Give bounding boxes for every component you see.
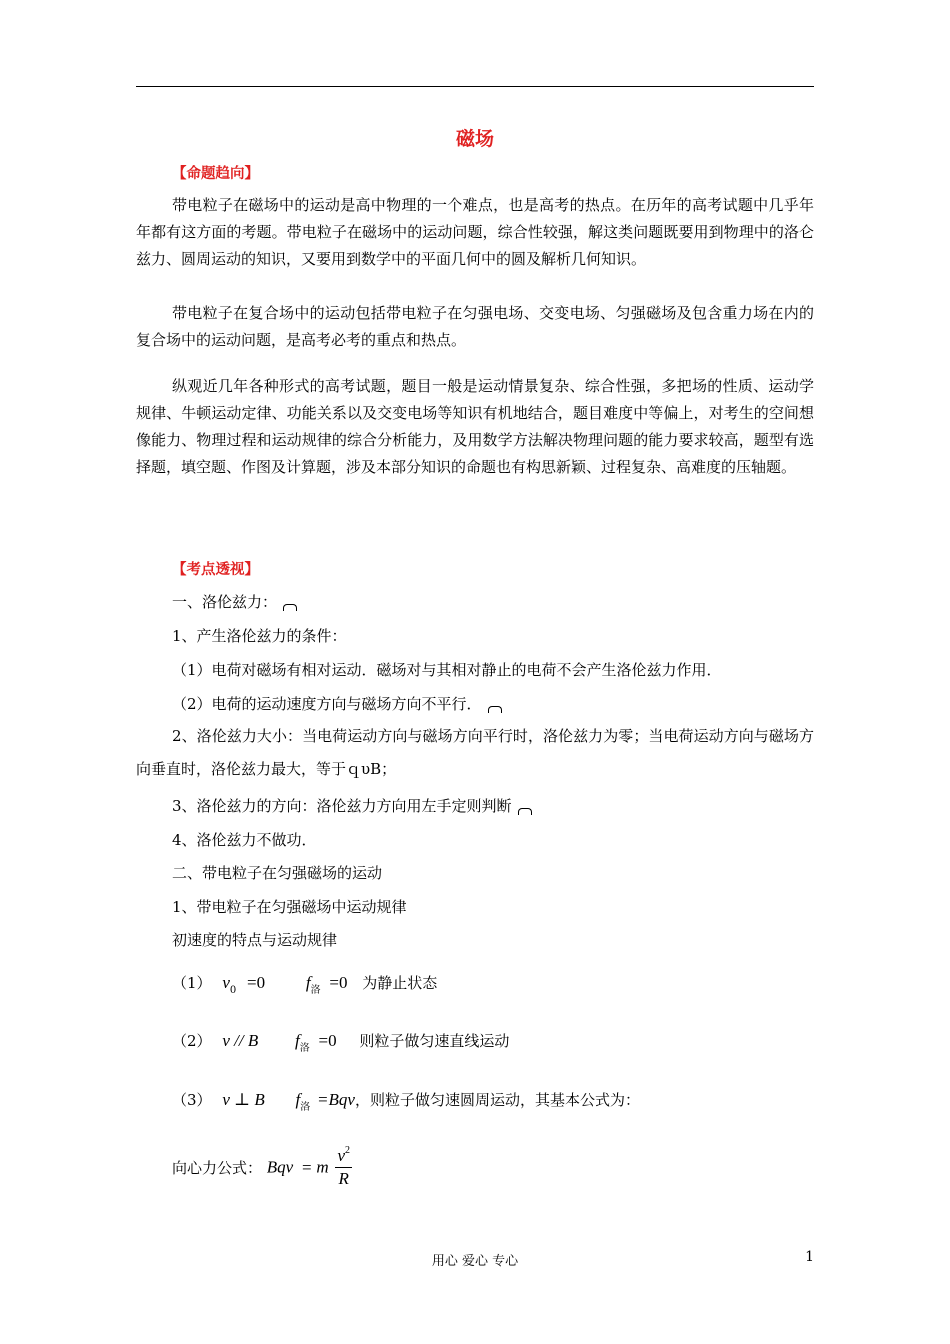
case-desc: ，则粒子做匀速圆周运动，其基本公式为： [354, 1091, 640, 1109]
line-uniform-field-motion: 二、带电粒子在匀强磁场的运动 [172, 864, 383, 882]
fraction-numerator [335, 1146, 352, 1168]
case-force: f [295, 1090, 301, 1109]
case-cond-var: v // B [222, 1031, 259, 1050]
numerator-power: 2 [345, 1145, 350, 1156]
section-heading-key-points: 【考点透视】 [172, 562, 259, 578]
case-desc: 则粒子做匀速直线运动 [359, 1032, 510, 1050]
line-condition-1: （1）电荷对磁场有相对运动．磁场对与其相对静止的电荷不会产生洛伦兹力作用． [172, 661, 722, 679]
formula-label: 向心力公式： [172, 1159, 263, 1177]
page-title: 磁场 [455, 128, 494, 150]
line-magnitude: 2、洛伦兹力大小：当电荷运动方向与磁场方向平行时，洛伦兹力为零；当电荷运动方向与磁场方向垂直时，洛伦兹力最大，等于ｑυB； [136, 727, 814, 778]
case-row-3 [172, 1089, 640, 1113]
case-force-rel: =0 [329, 973, 348, 992]
case-cond-var: v [222, 973, 230, 992]
page-number: 1 [805, 1249, 814, 1265]
case-row-1 [172, 972, 438, 996]
formula-eq: = [302, 1157, 312, 1177]
edit-mark-icon [283, 604, 297, 611]
case-cond-var: v ⊥ B [222, 1090, 265, 1109]
case-label: （3） [172, 1091, 212, 1109]
line-no-work: 4、洛伦兹力不做功． [172, 831, 317, 849]
formula-fraction [335, 1146, 352, 1189]
centripetal-formula [172, 1146, 352, 1189]
case-label: （1） [172, 974, 212, 992]
formula-lhs: Bqv [266, 1157, 294, 1177]
case-force: f [295, 1031, 300, 1050]
case-force: f [305, 973, 311, 992]
edit-mark-icon [518, 808, 532, 815]
formula-coef: m [316, 1157, 329, 1177]
case-cond-rel: =0 [247, 973, 266, 992]
case-force-rel: =Bqv [317, 1090, 355, 1109]
line-text: （2）电荷的运动速度方向与磁场方向不平行． [172, 695, 482, 713]
line-initial-velocity: 初速度的特点与运动规律 [172, 931, 338, 949]
line-condition: 1、产生洛伦兹力的条件： [172, 627, 347, 645]
case-force-sub: 洛 [300, 1102, 311, 1113]
case-force-sub: 洛 [310, 985, 321, 996]
case-force-rel: =0 [318, 1031, 337, 1050]
case-force-sub: 洛 [299, 1043, 310, 1054]
section-heading-trend: 【命题趋向】 [172, 166, 259, 182]
edit-mark-icon [488, 706, 502, 713]
line-motion-law: 1、带电粒子在匀强磁场中运动规律 [172, 898, 407, 916]
paragraph-1: 带电粒子在磁场中的运动是高中物理的一个难点，也是高考的热点。在历年的高考试题中几乎年年都有这方面的考题。带电粒子在磁场中的运动问题，综合性较强，解这类问题既要用到物理中的洛仑兹力、圆周运动的知识，又要用到数学中的平面几何中的圆及解析几何知识。 [136, 196, 814, 268]
line-lorentz-force [172, 591, 297, 612]
line-text: 3、洛伦兹力的方向：洛伦兹力方向用左手定则判断 [172, 797, 512, 815]
header-rule [136, 86, 814, 87]
case-cond-sub: 0 [229, 985, 237, 996]
line-condition-2 [172, 693, 502, 714]
paragraph-2: 带电粒子在复合场中的运动包括带电粒子在匀强电场、交变电场、匀强磁场及包含重力场在内的复合场中的运动问题，是高考必考的重点和热点。 [136, 304, 814, 349]
paragraph-3: 纵观近几年各种形式的高考试题，题目一般是运动情景复杂、综合性强，多把场的性质、运动学规律、牛顿运动定律、功能关系以及交变电场等知识有机地结合，题目难度中等偏上，对考生的空间想像能力、物理过程和运动规律的综合分析能力，及用数学方法解决物理问题的能力要求较高，题型有选择题，填空题、作图及计算题，涉及本部分知识的命题也有构思新颖、过程复杂、高难度的压轴题。 [136, 377, 814, 476]
numerator-var: v [337, 1146, 345, 1165]
footer-slogan: 用心 爱心 专心 [431, 1254, 519, 1269]
case-desc: 为静止状态 [362, 974, 438, 992]
case-row-2 [172, 1030, 510, 1054]
line-text: 一、洛伦兹力： [172, 593, 278, 611]
fraction-denominator: R [338, 1169, 349, 1188]
line-direction [172, 795, 532, 816]
case-label: （2） [172, 1032, 212, 1050]
